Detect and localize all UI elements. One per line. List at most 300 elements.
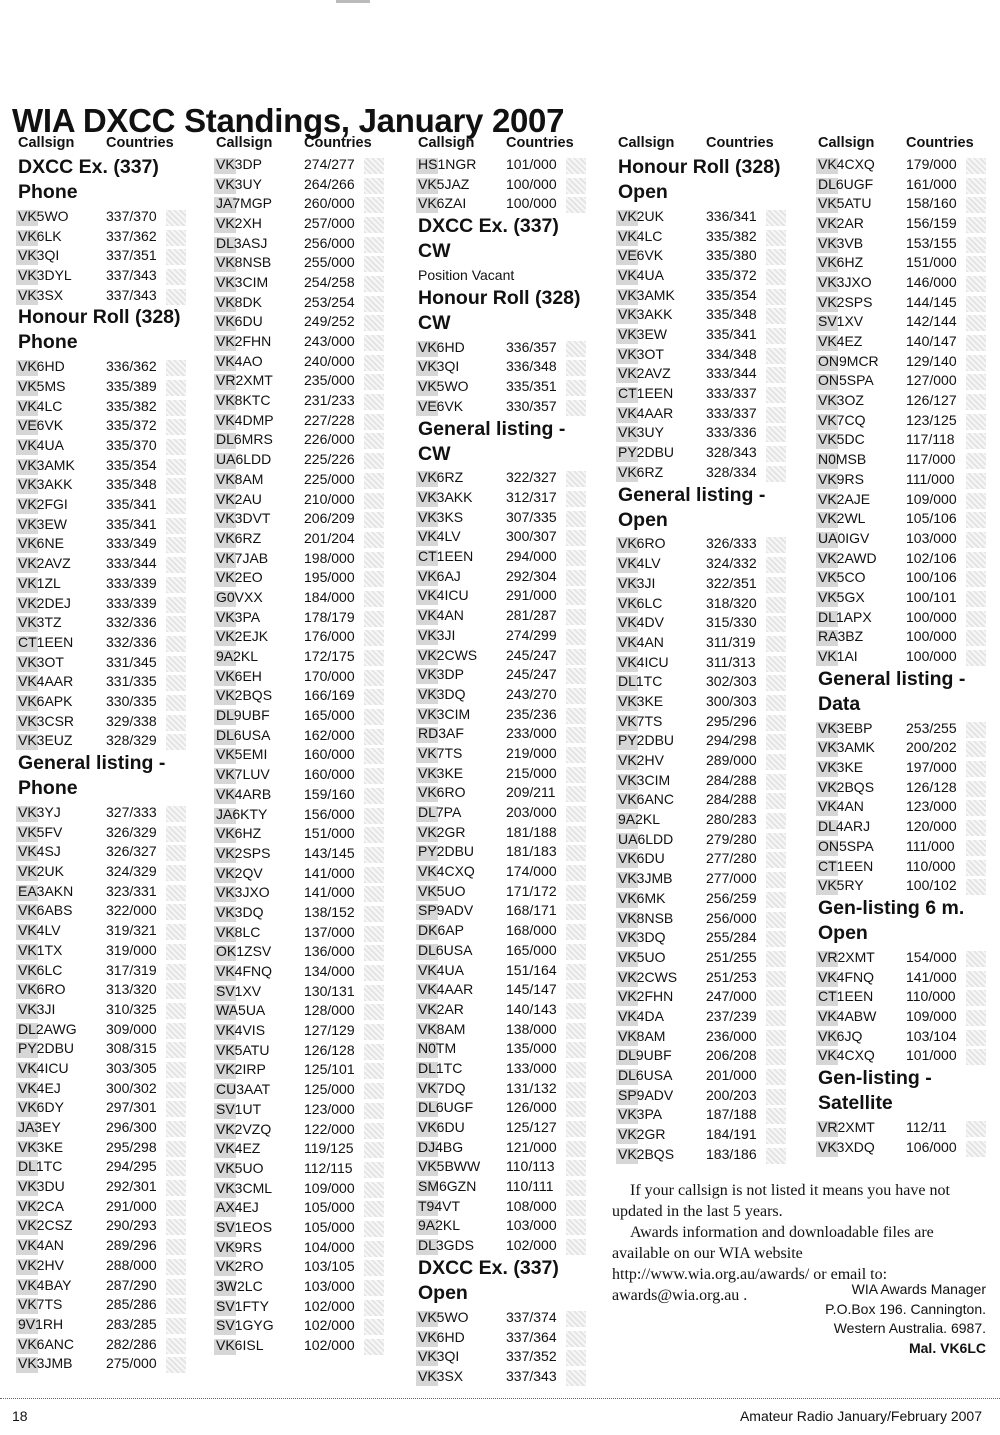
- callsign: VK3DQ: [618, 929, 706, 945]
- countries-count: 319/000: [106, 942, 180, 958]
- standing-row: [216, 548, 392, 568]
- standing-row: [18, 416, 194, 436]
- callsign: VK5JAZ: [418, 176, 506, 192]
- callsign: VK6RO: [418, 784, 506, 800]
- callsign: VK6EH: [216, 668, 304, 684]
- callsign: VK6LK: [18, 228, 106, 244]
- callsign: VK7TS: [418, 745, 506, 761]
- standing-row: [216, 193, 392, 213]
- callsign: VK4CXQ: [418, 863, 506, 879]
- standing-row: [618, 304, 794, 324]
- callsign: VK4UA: [418, 962, 506, 978]
- standing-row: [418, 1019, 594, 1039]
- countries-count: 235/236: [506, 706, 580, 722]
- callsign: VK6ANC: [618, 791, 706, 807]
- countries-count: 125/000: [304, 1081, 378, 1097]
- countries-count: 281/287: [506, 607, 580, 623]
- countries-header: Countries: [906, 135, 974, 151]
- countries-count: 256/259: [706, 890, 780, 906]
- countries-count: 313/320: [106, 981, 180, 997]
- standing-row: [216, 843, 392, 863]
- standing-row: [818, 351, 994, 371]
- countries-count: 292/301: [106, 1178, 180, 1194]
- callsign: VK6RZ: [418, 469, 506, 485]
- standing-row: [818, 607, 994, 627]
- countries-count: 176/000: [304, 628, 378, 644]
- countries-count: 120/000: [906, 818, 980, 834]
- standing-row: [18, 514, 194, 534]
- callsign: VK3AKK: [18, 476, 106, 492]
- callsign: VK5BWW: [418, 1158, 506, 1174]
- standing-row: [18, 979, 194, 999]
- countries-count: 322/327: [506, 469, 580, 485]
- column-header: [18, 132, 194, 154]
- standings-column-2: [216, 132, 392, 1355]
- callsign: VK5GX: [818, 589, 906, 605]
- countries-count: 187/188: [706, 1106, 780, 1122]
- countries-header: Countries: [106, 135, 174, 151]
- standing-row: [216, 449, 392, 469]
- callsign: VK2IRP: [216, 1061, 304, 1077]
- standing-row: [618, 573, 794, 593]
- countries-header: Countries: [706, 135, 774, 151]
- awards-manager-signature: [825, 1280, 986, 1358]
- standing-row: [18, 226, 194, 246]
- section-heading: Gen-listing - Satellite: [818, 1067, 932, 1115]
- callsign: VK7DQ: [418, 1080, 506, 1096]
- countries-count: 291/000: [506, 587, 580, 603]
- standing-row: [818, 233, 994, 253]
- countries-count: 300/302: [106, 1080, 180, 1096]
- callsign-header: Callsign: [618, 135, 675, 151]
- callsign: VK4DMP: [216, 412, 304, 428]
- countries-count: 158/160: [906, 195, 980, 211]
- countries-count: 233/000: [506, 725, 580, 741]
- section-heading: Honour Roll (328) Open: [618, 156, 781, 203]
- column-header: [618, 132, 794, 154]
- standing-row: [216, 213, 392, 233]
- countries-count: 328/329: [106, 732, 180, 748]
- callsign: PY2DBU: [418, 843, 506, 859]
- standing-row: [418, 743, 594, 763]
- section-heading: DXCC Ex. (337) Phone: [18, 156, 159, 203]
- standing-row: [18, 1019, 194, 1039]
- countries-count: 156/000: [304, 806, 378, 822]
- countries-count: 131/132: [506, 1080, 580, 1096]
- countries-count: 328/343: [706, 444, 780, 460]
- standing-row: [618, 671, 794, 691]
- countries-count: 294/000: [506, 548, 580, 564]
- countries-count: 206/209: [304, 510, 378, 526]
- standing-row: [216, 410, 392, 430]
- callsign: VK2CWS: [618, 969, 706, 985]
- countries-count: 100/101: [906, 589, 980, 605]
- callsign: SP9ADV: [418, 902, 506, 918]
- standing-row: [18, 553, 194, 573]
- countries-count: 245/247: [506, 647, 580, 663]
- callsign: SV1UT: [216, 1101, 304, 1117]
- countries-count: 295/296: [706, 713, 780, 729]
- countries-count: 102/000: [506, 1237, 580, 1253]
- countries-count: 332/336: [106, 634, 180, 650]
- countries-count: 315/330: [706, 614, 780, 630]
- callsign: VK2BQS: [216, 687, 304, 703]
- column-header: [216, 132, 392, 154]
- countries-count: 109/000: [906, 1008, 980, 1024]
- standing-row: [818, 947, 994, 967]
- callsign: SV1XV: [818, 313, 906, 329]
- standing-row: [216, 627, 392, 647]
- standing-row: [818, 154, 994, 174]
- callsign: CT1EEN: [618, 385, 706, 401]
- standing-row: [418, 881, 594, 901]
- callsign: VK5FV: [18, 824, 106, 840]
- callsign: VK6ZAI: [418, 195, 506, 211]
- standing-row: [818, 836, 994, 856]
- callsign: 9A2KL: [216, 648, 304, 664]
- countries-count: 337/343: [106, 287, 180, 303]
- countries-count: 136/000: [304, 943, 378, 959]
- countries-count: 260/000: [304, 195, 378, 211]
- countries-count: 151/000: [304, 825, 378, 841]
- countries-count: 151/164: [506, 962, 580, 978]
- callsign: VK4ARB: [216, 786, 304, 802]
- callsign: VK3JXO: [216, 884, 304, 900]
- countries-count: 145/147: [506, 981, 580, 997]
- standing-row: [818, 528, 994, 548]
- callsign: VK6RO: [618, 535, 706, 551]
- countries-count: 209/211: [506, 784, 580, 800]
- standing-row: [618, 265, 794, 285]
- callsign: VK4EJ: [18, 1080, 106, 1096]
- standing-row: [418, 376, 594, 396]
- section-heading: Gen-listing 6 m. Open: [818, 897, 965, 945]
- countries-count: 161/000: [906, 176, 980, 192]
- callsign: VK2HV: [18, 1257, 106, 1273]
- callsign: VK4CXQ: [818, 1047, 906, 1063]
- countries-count: 151/000: [906, 254, 980, 270]
- standing-row: [216, 1296, 392, 1316]
- countries-count: 200/203: [706, 1087, 780, 1103]
- callsign: DK6AP: [418, 922, 506, 938]
- callsign: RA3BZ: [818, 628, 906, 644]
- callsign: VK7LUV: [216, 766, 304, 782]
- callsign: VK3UY: [618, 424, 706, 440]
- section-heading: DXCC Ex. (337) CW: [418, 215, 559, 263]
- info-paragraph-awards: Awards information and downloadable files are available on our WIA website http://www.wia.org.au/awards/ or email to: awards@wia.org.au .: [612, 1224, 934, 1304]
- countries-count: 317/319: [106, 962, 180, 978]
- callsign: VK3DP: [216, 156, 304, 172]
- countries-count: 219/000: [506, 745, 580, 761]
- standing-row: [618, 652, 794, 672]
- countries-count: 275/000: [106, 1355, 180, 1371]
- callsign: VK3KE: [418, 765, 506, 781]
- standing-row: [418, 664, 594, 684]
- countries-header: Countries: [304, 135, 372, 151]
- standing-row: [18, 960, 194, 980]
- standing-row: [18, 356, 194, 376]
- callsign: VK4VIS: [216, 1022, 304, 1038]
- countries-count: 333/339: [106, 575, 180, 591]
- countries-count: 335/382: [106, 398, 180, 414]
- standing-row: [618, 1105, 794, 1125]
- countries-count: 255/000: [304, 254, 378, 270]
- callsign: VK4LC: [18, 398, 106, 414]
- standing-row: [216, 646, 392, 666]
- standing-row: [18, 1334, 194, 1354]
- callsign: VK4ICU: [18, 1060, 106, 1076]
- callsign: VK2AR: [818, 215, 906, 231]
- countries-count: 335/370: [106, 437, 180, 453]
- callsign: VK3XDQ: [818, 1139, 906, 1155]
- callsign: CT1EEN: [418, 548, 506, 564]
- standing-row: [818, 1117, 994, 1137]
- section-heading: General listing - CW: [418, 417, 566, 465]
- standings-column-5: [818, 132, 994, 1157]
- countries-count: 331/335: [106, 673, 180, 689]
- countries-count: 336/341: [706, 208, 780, 224]
- standing-row: [18, 1294, 194, 1314]
- countries-count: 337/362: [106, 228, 180, 244]
- standing-row: [18, 822, 194, 842]
- callsign: DL7PA: [418, 804, 506, 820]
- callsign: VK5UO: [618, 949, 706, 965]
- countries-count: 200/202: [906, 739, 980, 755]
- countries-count: 335/354: [106, 457, 180, 473]
- standing-row: [418, 507, 594, 527]
- callsign: VK7TS: [18, 1296, 106, 1312]
- callsign-header: Callsign: [818, 135, 875, 151]
- standing-row: [18, 881, 194, 901]
- callsign: VK3YJ: [18, 804, 106, 820]
- callsign: VK3DQ: [418, 686, 506, 702]
- callsign: VK2RO: [216, 1258, 304, 1274]
- countries-count: 303/305: [106, 1060, 180, 1076]
- standing-row: [418, 979, 594, 999]
- standing-row: [18, 1038, 194, 1058]
- callsign: VK2EJK: [216, 628, 304, 644]
- standing-row: [618, 888, 794, 908]
- standing-row: [18, 245, 194, 265]
- callsign: VK6ABS: [18, 902, 106, 918]
- countries-count: 253/254: [304, 294, 378, 310]
- standing-row: [618, 809, 794, 829]
- callsign: VK2FGI: [18, 496, 106, 512]
- callsign: 9V1RH: [18, 1316, 106, 1332]
- standing-row: [618, 947, 794, 967]
- countries-count: 300/307: [506, 528, 580, 544]
- countries-count: 329/338: [106, 713, 180, 729]
- callsign: VK2AU: [216, 491, 304, 507]
- callsign: VK3QI: [18, 247, 106, 263]
- countries-count: 324/332: [706, 555, 780, 571]
- callsign: VK3SX: [18, 287, 106, 303]
- standing-row: [818, 777, 994, 797]
- countries-count: 179/000: [906, 156, 980, 172]
- standing-row: [18, 475, 194, 495]
- callsign: VK3OT: [18, 654, 106, 670]
- countries-count: 256/000: [706, 910, 780, 926]
- countries-count: 326/327: [106, 843, 180, 859]
- standing-row: [818, 567, 994, 587]
- position-note: Position Vacant: [418, 266, 515, 283]
- standing-row: [216, 922, 392, 942]
- callsign: DL2AWG: [18, 1021, 106, 1037]
- standing-row: [216, 1257, 392, 1277]
- countries-count: 277/000: [706, 870, 780, 886]
- callsign: SV1XV: [216, 983, 304, 999]
- countries-count: 160/000: [304, 766, 378, 782]
- callsign: VK4AAR: [418, 981, 506, 997]
- standing-row: [216, 312, 392, 332]
- callsign: DL1TC: [618, 673, 706, 689]
- callsign: DL9UBF: [618, 1047, 706, 1063]
- standing-row: [618, 750, 794, 770]
- standing-row: [418, 468, 594, 488]
- countries-count: 165/000: [304, 707, 378, 723]
- countries-count: 105/106: [906, 510, 980, 526]
- countries-count: 237/239: [706, 1008, 780, 1024]
- callsign: VK4DV: [618, 614, 706, 630]
- callsign: DL6USA: [216, 727, 304, 743]
- countries-count: 337/364: [506, 1329, 580, 1345]
- countries-count: 100/106: [906, 569, 980, 585]
- callsign: VK4BAY: [18, 1277, 106, 1293]
- callsign: VK4ICU: [418, 587, 506, 603]
- standing-row: [818, 986, 994, 1006]
- countries-count: 165/000: [506, 942, 580, 958]
- callsign: DL6MRS: [216, 431, 304, 447]
- countries-count: 235/000: [304, 372, 378, 388]
- standing-row: [216, 469, 392, 489]
- standing-row: [418, 1307, 594, 1327]
- standing-row: [18, 1235, 194, 1255]
- countries-count: 140/143: [506, 1001, 580, 1017]
- callsign: VK6HZ: [216, 825, 304, 841]
- standing-row: [418, 1098, 594, 1118]
- countries-count: 162/000: [304, 727, 378, 743]
- standing-row: [418, 901, 594, 921]
- countries-count: 327/333: [106, 804, 180, 820]
- callsign: VR2XMT: [216, 372, 304, 388]
- countries-count: 290/293: [106, 1217, 180, 1233]
- countries-count: 102/000: [304, 1337, 378, 1353]
- countries-count: 330/357: [506, 398, 580, 414]
- callsign: N0TM: [418, 1040, 506, 1056]
- standing-row: [216, 1138, 392, 1158]
- callsign: VE6VK: [418, 398, 506, 414]
- standing-row: [618, 1085, 794, 1105]
- callsign: VK6HD: [18, 358, 106, 374]
- callsign: VK3EW: [618, 326, 706, 342]
- standing-row: [216, 567, 392, 587]
- standing-row: [216, 902, 392, 922]
- callsign: VK2XH: [216, 215, 304, 231]
- countries-count: 144/145: [906, 294, 980, 310]
- standing-row: [418, 356, 594, 376]
- section-heading: General listing - Phone: [18, 752, 166, 800]
- callsign: VK8AM: [418, 1021, 506, 1037]
- countries-count: 335/389: [106, 378, 180, 394]
- callsign: VK8DK: [216, 294, 304, 310]
- callsign: DL3ASJ: [216, 235, 304, 251]
- countries-count: 308/315: [106, 1040, 180, 1056]
- callsign: VK5UO: [216, 1160, 304, 1176]
- countries-count: 328/334: [706, 464, 780, 480]
- standing-row: [216, 154, 392, 174]
- countries-count: 291/000: [106, 1198, 180, 1214]
- callsign: VK4EZ: [216, 1140, 304, 1156]
- callsign: VK6RO: [18, 981, 106, 997]
- standing-row: [618, 245, 794, 265]
- callsign: VK4LV: [618, 555, 706, 571]
- standing-row: [18, 1314, 194, 1334]
- callsign: VK1TX: [18, 942, 106, 958]
- countries-count: 249/252: [304, 313, 378, 329]
- callsign: VK4FNQ: [818, 969, 906, 985]
- callsign: VK4LC: [618, 228, 706, 244]
- standing-row: [216, 686, 392, 706]
- callsign: VK5EMI: [216, 746, 304, 762]
- callsign: SV1FTY: [216, 1298, 304, 1314]
- callsign: T94VT: [418, 1198, 506, 1214]
- callsign: VK2FHN: [618, 988, 706, 1004]
- info-paragraph-not-listed: If your callsign is not listed it means you have not updated in the last 5 years.: [612, 1182, 950, 1220]
- countries-count: 331/345: [106, 654, 180, 670]
- standing-row: [18, 455, 194, 475]
- standing-row: [618, 383, 794, 403]
- countries-count: 337/374: [506, 1309, 580, 1325]
- callsign: VK3JI: [618, 575, 706, 591]
- callsign: VK3JMB: [18, 1355, 106, 1371]
- callsign: DL3GDS: [418, 1237, 506, 1253]
- standing-row: [618, 1026, 794, 1046]
- standing-row: [18, 593, 194, 613]
- callsign: VK3OT: [618, 346, 706, 362]
- countries-count: 335/341: [106, 516, 180, 532]
- countries-count: 332/336: [106, 614, 180, 630]
- countries-count: 102/106: [906, 550, 980, 566]
- standing-row: [18, 731, 194, 751]
- callsign: DL1APX: [818, 609, 906, 625]
- standing-row: [618, 206, 794, 226]
- callsign: SP9ADV: [618, 1087, 706, 1103]
- standing-row: [18, 999, 194, 1019]
- callsign: VK2HV: [618, 752, 706, 768]
- callsign: SM6GZN: [418, 1178, 506, 1194]
- standing-row: [216, 784, 392, 804]
- countries-count: 289/000: [706, 752, 780, 768]
- column-header: [418, 132, 594, 154]
- standing-row: [418, 684, 594, 704]
- countries-count: 123/000: [304, 1101, 378, 1117]
- callsign: VK5UO: [418, 883, 506, 899]
- column-header: [818, 132, 994, 154]
- countries-count: 225/226: [304, 451, 378, 467]
- countries-count: 195/000: [304, 569, 378, 585]
- standing-row: [216, 1276, 392, 1296]
- standing-row: [18, 632, 194, 652]
- callsign: VK4AO: [216, 353, 304, 369]
- standing-row: [18, 861, 194, 881]
- standing-row: [618, 1144, 794, 1164]
- standing-row: [216, 252, 392, 272]
- countries-count: 119/125: [304, 1140, 378, 1156]
- countries-count: 333/336: [706, 424, 780, 440]
- standing-row: [418, 1216, 594, 1236]
- signature-line-name: Mal. VK6LC: [908, 1339, 986, 1356]
- callsign: VK2BQS: [818, 779, 906, 795]
